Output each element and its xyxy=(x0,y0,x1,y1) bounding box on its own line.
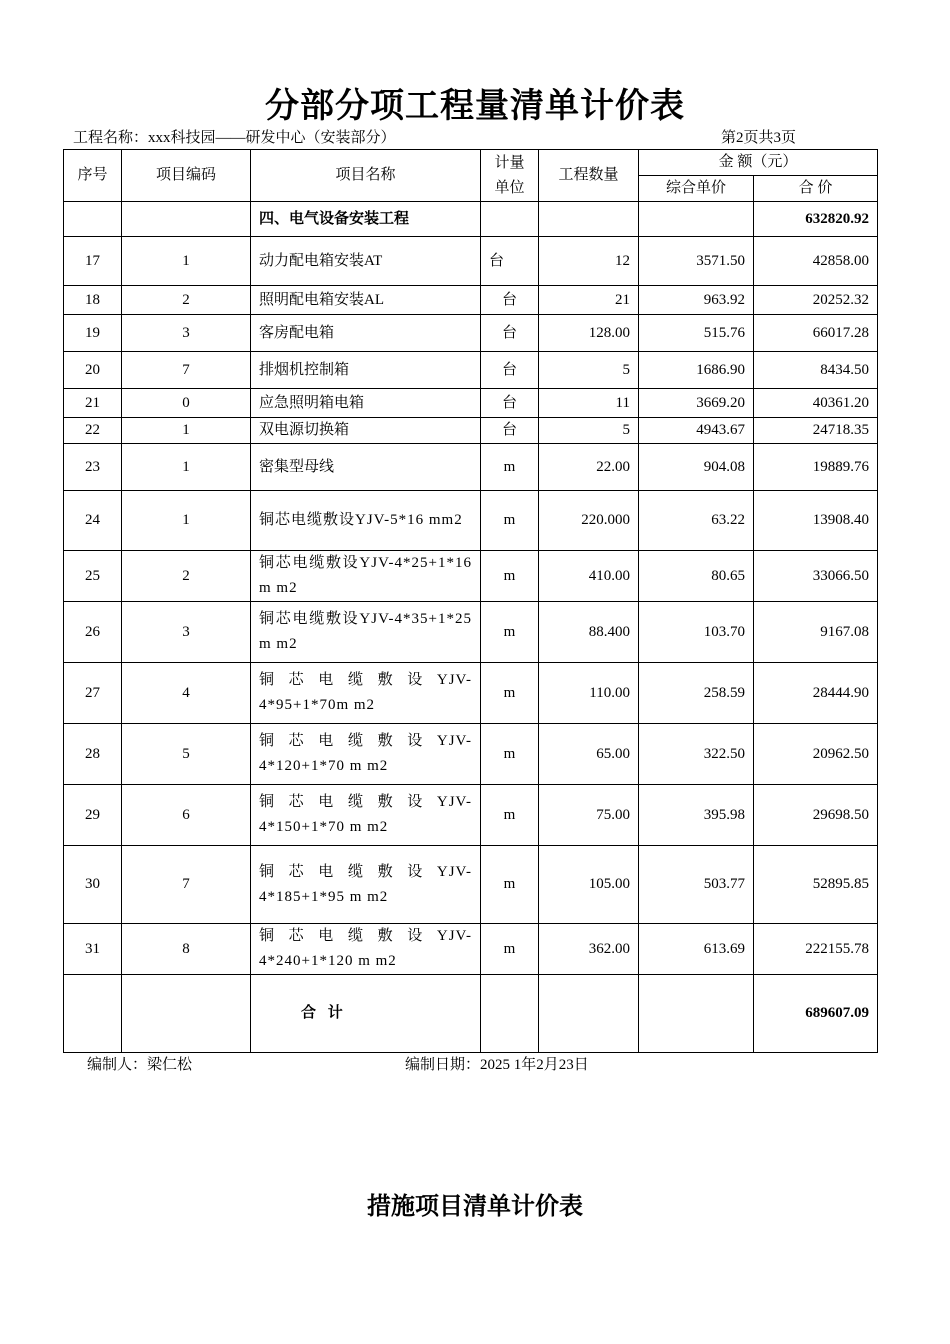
bill-table xyxy=(63,149,878,1053)
row-quantity: 11 xyxy=(539,389,639,418)
table-row xyxy=(64,286,878,315)
row-total: 66017.28 xyxy=(754,315,878,352)
row-code: 1 xyxy=(122,491,251,551)
row-quantity: 88.400 xyxy=(539,602,639,663)
section-name: 四、电气设备安装工程 xyxy=(251,202,481,237)
row-seq: 30 xyxy=(64,846,122,924)
header-unit: 计量单位 xyxy=(481,150,539,202)
row-code: 7 xyxy=(122,846,251,924)
header-amount: 金 额（元） xyxy=(639,150,878,176)
table-row xyxy=(64,924,878,975)
row-item-name: 照明配电箱安装AL xyxy=(251,286,481,315)
table-row xyxy=(64,491,878,551)
table-row xyxy=(64,352,878,389)
row-quantity: 65.00 xyxy=(539,724,639,785)
row-unit-price: 904.08 xyxy=(639,444,754,491)
row-seq: 29 xyxy=(64,785,122,846)
prepared-date: 编制日期：2025 1年2月23日 xyxy=(405,1057,589,1073)
row-seq: 24 xyxy=(64,491,122,551)
row-quantity: 220.000 xyxy=(539,491,639,551)
sum-total: 689607.09 xyxy=(754,975,878,1053)
table-row xyxy=(64,237,878,286)
section-seq xyxy=(64,202,122,237)
row-unit-price: 63.22 xyxy=(639,491,754,551)
row-code: 1 xyxy=(122,418,251,444)
row-unit: m xyxy=(481,846,539,924)
table-row xyxy=(64,418,878,444)
row-code: 1 xyxy=(122,237,251,286)
header-total: 合 价 xyxy=(754,176,878,202)
bill-table-body xyxy=(64,150,878,1053)
row-unit: m xyxy=(481,924,539,975)
row-code: 3 xyxy=(122,602,251,663)
row-seq: 22 xyxy=(64,418,122,444)
row-quantity: 105.00 xyxy=(539,846,639,924)
row-item-name: 铜芯电缆敷设YJV-4*95+1*70m m2 xyxy=(251,663,481,724)
sum-row xyxy=(64,975,878,1053)
row-unit-price: 80.65 xyxy=(639,551,754,602)
table-row xyxy=(64,551,878,602)
row-item-name: 双电源切换箱 xyxy=(251,418,481,444)
row-code: 5 xyxy=(122,724,251,785)
table-row xyxy=(64,602,878,663)
row-code: 8 xyxy=(122,924,251,975)
row-unit: 台 xyxy=(481,315,539,352)
row-seq: 17 xyxy=(64,237,122,286)
row-unit: 台 xyxy=(481,418,539,444)
section-price xyxy=(639,202,754,237)
row-total: 8434.50 xyxy=(754,352,878,389)
row-quantity: 5 xyxy=(539,352,639,389)
table-row xyxy=(64,724,878,785)
sum-empty-cell xyxy=(64,975,122,1053)
row-item-name: 铜芯电缆敷设YJV-4*150+1*70 m m2 xyxy=(251,785,481,846)
header-row xyxy=(64,150,878,176)
row-item-name: 应急照明箱电箱 xyxy=(251,389,481,418)
row-unit: m xyxy=(481,602,539,663)
row-total: 222155.78 xyxy=(754,924,878,975)
row-total: 40361.20 xyxy=(754,389,878,418)
row-unit-price: 3669.20 xyxy=(639,389,754,418)
row-unit-price: 515.76 xyxy=(639,315,754,352)
row-quantity: 21 xyxy=(539,286,639,315)
section-row xyxy=(64,202,878,237)
row-item-name: 铜芯电缆敷设YJV-5*16 mm2 xyxy=(251,491,481,551)
row-total: 24718.35 xyxy=(754,418,878,444)
row-code: 3 xyxy=(122,315,251,352)
sum-empty-cell xyxy=(122,975,251,1053)
row-unit-price: 103.70 xyxy=(639,602,754,663)
page-title: 分部分项工程量清单计价表 xyxy=(265,86,685,126)
row-unit: m xyxy=(481,663,539,724)
row-item-name: 铜芯电缆敷设YJV-4*240+1*120 m m2 xyxy=(251,924,481,975)
row-unit: 台 xyxy=(481,389,539,418)
section-code xyxy=(122,202,251,237)
row-quantity: 410.00 xyxy=(539,551,639,602)
row-quantity: 12 xyxy=(539,237,639,286)
row-total: 20252.32 xyxy=(754,286,878,315)
row-item-name: 铜芯电缆敷设YJV-4*120+1*70 m m2 xyxy=(251,724,481,785)
row-unit: 台 xyxy=(481,286,539,315)
preparer: 编制人：梁仁松 xyxy=(87,1057,193,1073)
row-quantity: 128.00 xyxy=(539,315,639,352)
row-total: 52895.85 xyxy=(754,846,878,924)
row-unit: m xyxy=(481,444,539,491)
row-unit-price: 503.77 xyxy=(639,846,754,924)
row-unit-price: 3571.50 xyxy=(639,237,754,286)
row-seq: 23 xyxy=(64,444,122,491)
row-code: 1 xyxy=(122,444,251,491)
row-total: 13908.40 xyxy=(754,491,878,551)
row-unit: m xyxy=(481,551,539,602)
row-seq: 27 xyxy=(64,663,122,724)
row-unit-price: 258.59 xyxy=(639,663,754,724)
row-total: 19889.76 xyxy=(754,444,878,491)
row-total: 29698.50 xyxy=(754,785,878,846)
section-qty xyxy=(539,202,639,237)
row-quantity: 362.00 xyxy=(539,924,639,975)
row-unit: 台 xyxy=(481,352,539,389)
page-info: 第2页共3页 xyxy=(721,130,797,146)
header-code: 项目编码 xyxy=(122,150,251,202)
row-code: 2 xyxy=(122,286,251,315)
row-item-name: 客房配电箱 xyxy=(251,315,481,352)
row-unit-price: 1686.90 xyxy=(639,352,754,389)
row-seq: 20 xyxy=(64,352,122,389)
row-item-name: 密集型母线 xyxy=(251,444,481,491)
row-item-name: 铜芯电缆敷设YJV-4*35+1*25 m m2 xyxy=(251,602,481,663)
section-total: 632820.92 xyxy=(754,202,878,237)
row-seq: 31 xyxy=(64,924,122,975)
table-row xyxy=(64,444,878,491)
row-unit-price: 963.92 xyxy=(639,286,754,315)
row-unit-price: 322.50 xyxy=(639,724,754,785)
row-unit-price: 395.98 xyxy=(639,785,754,846)
row-code: 4 xyxy=(122,663,251,724)
row-unit-price: 613.69 xyxy=(639,924,754,975)
row-seq: 28 xyxy=(64,724,122,785)
header-qty: 工程数量 xyxy=(539,150,639,202)
table-row xyxy=(64,785,878,846)
row-quantity: 110.00 xyxy=(539,663,639,724)
header-seq: 序号 xyxy=(64,150,122,202)
row-total: 42858.00 xyxy=(754,237,878,286)
row-item-name: 排烟机控制箱 xyxy=(251,352,481,389)
row-item-name: 铜芯电缆敷设YJV-4*25+1*16 m m2 xyxy=(251,551,481,602)
row-code: 6 xyxy=(122,785,251,846)
next-table-title: 措施项目清单计价表 xyxy=(367,1192,583,1220)
row-item-name: 铜芯电缆敷设YJV-4*185+1*95 m m2 xyxy=(251,846,481,924)
sum-empty-cell xyxy=(481,975,539,1053)
section-unit xyxy=(481,202,539,237)
row-unit: m xyxy=(481,724,539,785)
header-name: 项目名称 xyxy=(251,150,481,202)
table-row xyxy=(64,315,878,352)
row-total: 28444.90 xyxy=(754,663,878,724)
row-unit: 台 xyxy=(481,237,539,286)
table-row xyxy=(64,389,878,418)
row-item-name: 动力配电箱安装AT xyxy=(251,237,481,286)
row-unit: m xyxy=(481,785,539,846)
row-seq: 25 xyxy=(64,551,122,602)
row-unit-price: 4943.67 xyxy=(639,418,754,444)
sum-label: 合 计 xyxy=(251,975,481,1053)
row-total: 9167.08 xyxy=(754,602,878,663)
row-total: 20962.50 xyxy=(754,724,878,785)
row-seq: 26 xyxy=(64,602,122,663)
row-quantity: 22.00 xyxy=(539,444,639,491)
row-seq: 21 xyxy=(64,389,122,418)
row-unit: m xyxy=(481,491,539,551)
row-code: 2 xyxy=(122,551,251,602)
row-total: 33066.50 xyxy=(754,551,878,602)
row-quantity: 5 xyxy=(539,418,639,444)
sum-empty-cell xyxy=(639,975,754,1053)
sum-empty-cell xyxy=(539,975,639,1053)
header-unit-price: 综合单价 xyxy=(639,176,754,202)
row-seq: 18 xyxy=(64,286,122,315)
table-row xyxy=(64,846,878,924)
project-name: 工程名称：xxx科技园——研发中心（安装部分） xyxy=(73,130,396,146)
row-code: 7 xyxy=(122,352,251,389)
table-row xyxy=(64,663,878,724)
row-quantity: 75.00 xyxy=(539,785,639,846)
row-seq: 19 xyxy=(64,315,122,352)
row-code: 0 xyxy=(122,389,251,418)
